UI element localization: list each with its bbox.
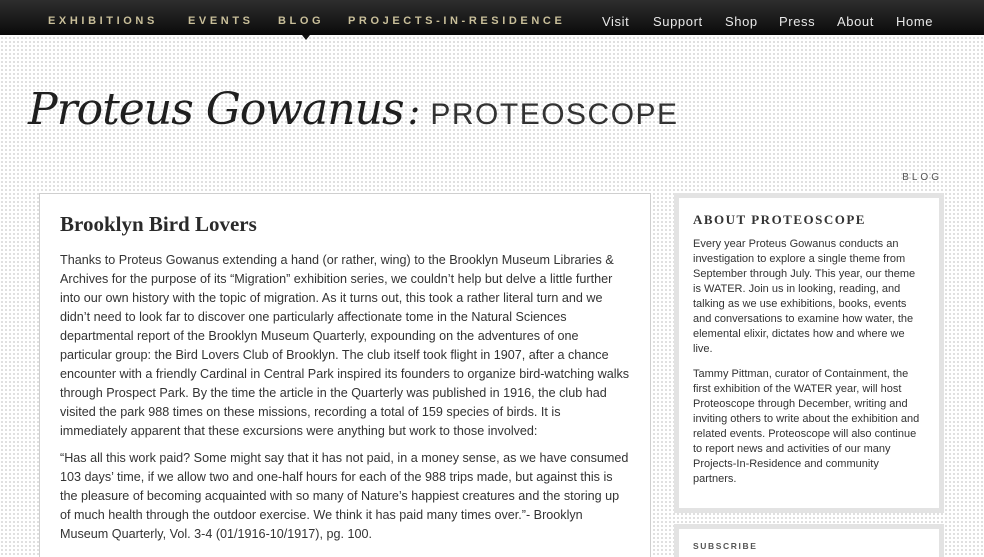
nav-events[interactable]: EVENTS [188, 15, 254, 27]
about-widget-text-2: Tammy Pittman, curator of Containment, the first exhibition of the WATER year, will host Proteoscope through December, writing and inviting others to write about the exhibition and related events. Proteoscope will also continue to report news and activities of our many Projects-In-Residence and community partners. [693, 368, 920, 485]
nav-press[interactable]: Press [779, 14, 816, 29]
about-widget-title: ABOUT PROTEOSCOPE [693, 212, 866, 227]
post-quote-paragraph: “Has all this work paid? Some might say that it has not paid, in a money sense, as we have consumed 103 days’ time, if we allow two and one-half hours for each of the 988 trips made, but against this is the pleasure of becoming acquainted with so many of Nature’s happiest creatures and the storing up of much health through the outdoor exercise. We think it has paid many times over.”- Brooklyn Museum Quarterly, Vol. 3-4 (01/1916-10/1917), pg. 100. [60, 451, 629, 541]
logo-script-text: Proteus Gowanus [28, 84, 404, 135]
nav-about[interactable]: About [837, 14, 874, 29]
about-proteoscope-widget [674, 193, 944, 513]
breadcrumb[interactable]: BLOG [902, 172, 942, 183]
post-paragraph: Thanks to Proteus Gowanus extending a hand (or rather, wing) to the Brooklyn Museum Libraries & Archives for the purpose of its “Migration” exhibition series, we couldn’t help but delve a little further into our own history with the topic of migration. As it turns out, this took a rather literal turn and we didn’t need to look far to discover one particularly affectionate tome in the Natural Sciences departmental report of the Brooklyn Museum Quarterly, expounding on the adventures of one particular group: the Bird Lovers Club of Brooklyn. The club itself took flight in 1907, after a chance encounter with a friendly Cardinal in Central Park inspired its founders to organize bird-watching walks through Prospect Park. By the time the article in the Quarterly was published in 1916, the club had visited the park 988 times on these missions, recording a total of 159 species of birds. It is immediately apparent that these excursions were anything but work to those involved: [60, 253, 630, 438]
logo-subtitle: PROTEOSCOPE [430, 98, 679, 131]
nav-blog[interactable]: BLOG [278, 15, 325, 27]
nav-shop[interactable]: Shop [725, 14, 758, 29]
nav-exhibitions[interactable]: EXHIBITIONS [48, 15, 158, 27]
subscribe-widget [674, 524, 944, 557]
site-logo[interactable] [28, 84, 679, 154]
blog-post [39, 193, 651, 557]
post-title[interactable]: Brooklyn Bird Lovers [60, 212, 257, 236]
top-navigation [0, 0, 984, 35]
active-nav-indicator [302, 35, 310, 40]
about-widget-text: Every year Proteus Gowanus conducts an investigation to explore a single theme from September through July. This year, our theme is WATER. Join us in looking, reading, and talking as we use exhibitions, books, events and conversations to examine how water, the elemental elixir, dictates how and where we live. [693, 238, 916, 355]
subscribe-title: SUBSCRIBE [693, 541, 758, 551]
nav-projects-in-residence[interactable]: PROJECTS-IN-RESIDENCE [348, 15, 566, 27]
logo-colon: : [407, 89, 421, 133]
nav-support[interactable]: Support [653, 14, 703, 29]
nav-visit[interactable]: Visit [602, 14, 630, 29]
nav-home[interactable]: Home [896, 14, 934, 29]
